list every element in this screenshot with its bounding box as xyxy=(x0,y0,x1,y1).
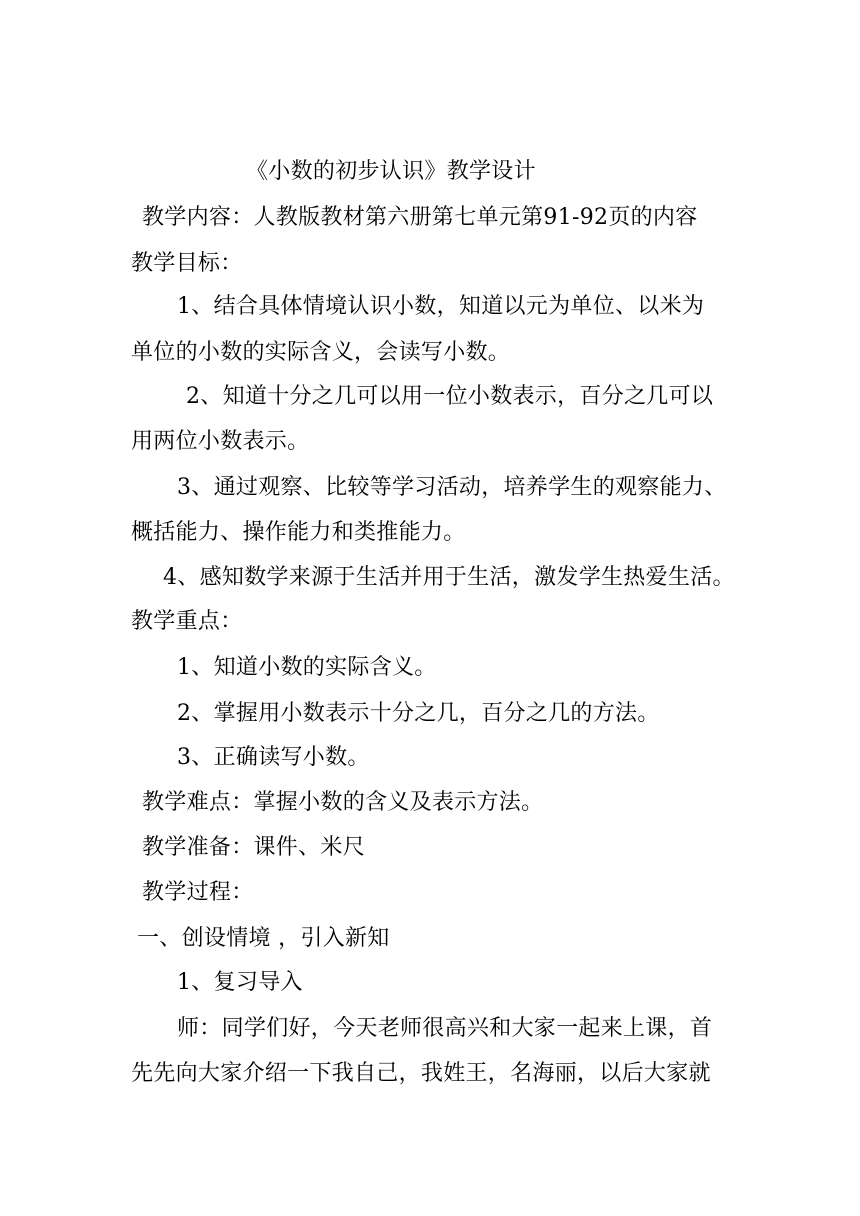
key-points-heading: 教学重点： xyxy=(131,609,243,634)
preparation-line: 教学准备：课件、米尺 xyxy=(142,835,366,860)
goal-4-line: 4、感知数学来源于生活并用于生活，激发学生热爱生活。 xyxy=(163,565,735,590)
goal-3-line-2: 概括能力、操作能力和类推能力。 xyxy=(131,520,466,545)
goal-1-line-2: 单位的小数的实际含义，会读写小数。 xyxy=(131,340,511,365)
subsection-1-heading: 1、复习导入 xyxy=(177,970,303,995)
section-1-heading: 一、创设情境 ，引入新知 xyxy=(137,926,390,951)
document-title: 《小数的初步认识》教学设计 xyxy=(246,159,536,184)
key-point-3: 3、正确读写小数。 xyxy=(177,745,370,770)
paragraph-line-2: 先先向大家介绍一下我自己，我姓王，名海丽，以后大家就 xyxy=(131,1061,711,1086)
key-point-2: 2、掌握用小数表示十分之几，百分之几的方法。 xyxy=(177,701,660,726)
teaching-goals-heading: 教学目标： xyxy=(131,251,243,276)
goal-1-line-1: 1、结合具体情境认识小数，知道以元为单位、以米为 xyxy=(177,294,705,319)
teaching-content-line: 教学内容：人教版教材第六册第七单元第91-92页的内容 xyxy=(142,205,698,230)
process-heading: 教学过程： xyxy=(142,880,254,905)
goal-3-line-1: 3、通过观察、比较等学习活动，培养学生的观察能力、 xyxy=(177,475,727,500)
goal-2-line-1: 2、知道十分之几可以用一位小数表示，百分之几可以 xyxy=(186,384,714,409)
goal-2-line-2: 用两位小数表示。 xyxy=(131,429,310,454)
difficult-points-line: 教学难点：掌握小数的含义及表示方法。 xyxy=(142,790,544,815)
paragraph-line-1: 师：同学们好，今天老师很高兴和大家一起来上课，首 xyxy=(177,1016,713,1041)
key-point-1: 1、知道小数的实际含义。 xyxy=(177,655,437,680)
